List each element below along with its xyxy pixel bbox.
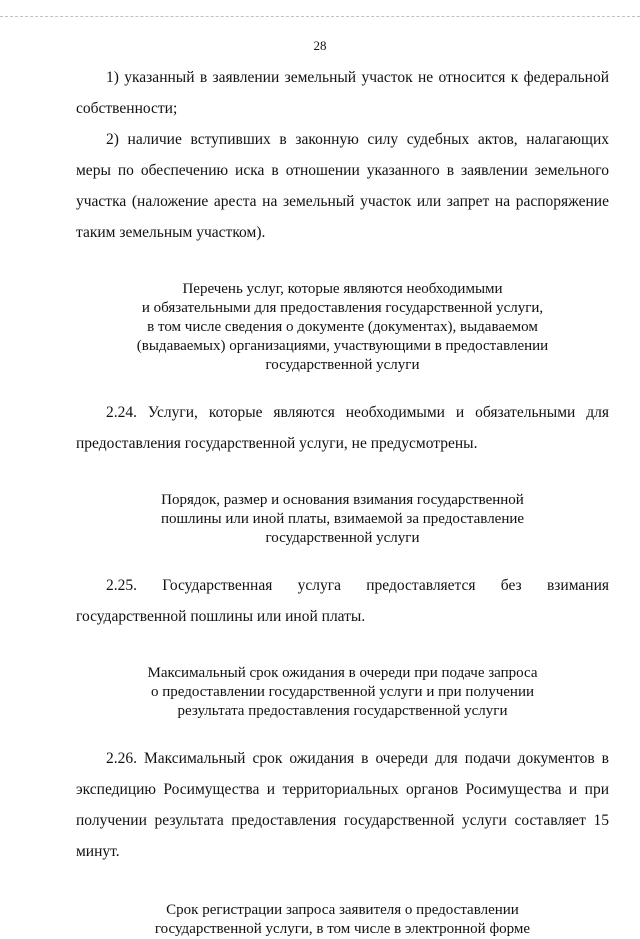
section-heading-registration-time: Срок регистрации запроса заявителя о предоставлении государственной услуги, в том числе в электронной форме <box>154 902 531 937</box>
section-heading-queue-time: Максимальный срок ожидания в очереди при подаче запроса о предоставлении государственной услуги и при получении результата предоставления государственной услуги <box>147 665 538 719</box>
paragraph-2-26: 2.26. Максимальный срок ожидания в очереди для подачи документов в экспедицию Росимущества и территориальных органов Росимущества и при получении результата предоставления государственной услуги составляет 15 минут. <box>76 750 609 860</box>
paragraph-2-25: 2.25. Государственная услуга предоставляется без взимания государственной пошлины или иной платы. <box>76 577 609 625</box>
section-heading-related-services: Перечень услуг, которые являются необходимыми и обязательными для предоставления государственной услуги, в том числе сведения о документе (документах), выдаваемом (выдаваемых) организациями, участвующими в предоставлении государственной услуги <box>136 281 549 373</box>
section-heading-fee: Порядок, размер и основания взимания государственной пошлины или иной платы, взимаемой за предоставление государственной услуги <box>160 492 525 546</box>
paragraph-2-24: 2.24. Услуги, которые являются необходимыми и обязательными для предоставления государственной услуги, не предусмотрены. <box>76 404 609 452</box>
paragraph-item-1: 1) указанный в заявлении земельный участок не относится к федеральной собственности; <box>76 69 609 117</box>
paragraph-item-2: 2) наличие вступивших в законную силу судебных актов, налагающих меры по обеспечению иска в отношении указанного в заявлении земельного участка (наложение ареста на земельный участок или запрет на распоряжение таким земельным участком). <box>76 131 609 241</box>
document-body <box>76 60 609 939</box>
scan-top-rule <box>0 16 640 17</box>
page-number: 28 <box>313 38 327 53</box>
